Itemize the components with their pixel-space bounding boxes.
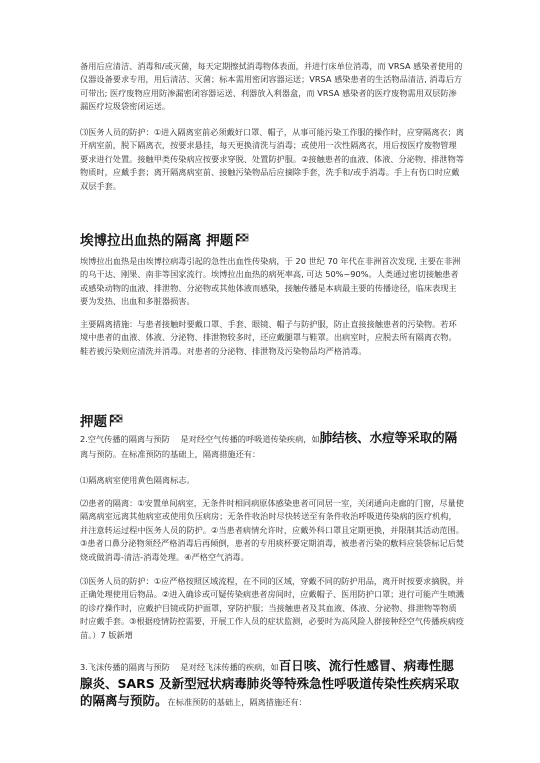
paragraph-text <box>80 430 464 462</box>
paragraph-text: 主要隔离措施：与患者接触时要戴口罩、手套、眼镜、帽子与防护服，防止直接接触患者的污染物。若环境中患者的血液、体液、分泌物、排泄物较多时，还应戴腿罩与鞋罩。出病室时，应脱去所有隔离衣物。鞋若被污染则应清洗并消毒。对患者的分泌物、排泄物及污染物品均严格消毒。 <box>80 319 457 356</box>
paragraph-staff-protection <box>80 126 464 193</box>
heading-text: 埃博拉出血热的隔离 押题 <box>80 233 234 249</box>
paragraph-text: ⑵患者的隔离：①安置单间病室，无条件时相同病原体感染患者可同居一室，关闭通向走廊的门窗，尽量使隔离病室远离其他病室或使用负压病房；无条件收治时尽快转送至有条件收治呼吸道传染病的医疗机构，并注意转运过程中医务人员的防护。②当患者病情允许时，应戴外科口罩且定期更换，并限制其活动范围。③患者口鼻分泌物须经严格消毒后再倾倒，患者的专用痰杯要定期消毒，被患者污染的敷料应装袋标记后焚烧或做消毒-清洁-消毒处理。④严格空气消毒。 <box>80 498 464 562</box>
paragraph-text: ⑶医务人员的防护：①进入隔离室前必须戴好口罩、帽子，从事可能污染工作服的操作时，应穿隔离衣；离开病室前，脱下隔离衣，按要求悬挂，每天更换清洗与消毒；或使用一次性隔离衣，用后按医疗废物管理要求进行处置。接触甲类传染病应按要求穿脱、处置防护服。②接触患者的血液、体液、分泌物、排泄物等物质时，应戴手套；离开隔离病室前、接触污染物品后应摘除手套，洗手和/或手消毒。手上有伤口时应戴双层手套。 <box>80 127 464 191</box>
paragraph-vrsa-items <box>80 60 464 114</box>
paragraph-airborne-patient <box>80 497 464 564</box>
checkered-flag-icon <box>109 414 123 427</box>
text-run: 在标准预防的基础上，隔离措施还有： <box>167 697 307 707</box>
paragraph-ebola-measures <box>80 318 464 358</box>
section-heading-ebola <box>80 229 249 249</box>
paragraph-text: 备用后应清洁、消毒和/或灭菌，每天定期擦拭消毒物体表面，并进行床单位消毒，而 VRSA 感染者使用的仪器设备要求专用，用后清洁、灭菌；标本需用密闭容器运送；VRSA 感染患者的生活物品清洁, 消毒后方可带出; 医疗废物应用防渗漏密闭容器运送、利器放入利器盒，而 VRSA 感染者的医疗废物需用双层防渗漏医疗垃圾袋密闭运送。 <box>80 61 463 112</box>
paragraph-airborne-intro <box>80 430 464 462</box>
paragraph-text <box>80 658 464 711</box>
section-heading-exam-tip <box>80 410 123 430</box>
paragraph-text: 埃博拉出血热是由埃博拉病毒引起的急性出血性传染病，于 20 世纪 70 年代在非洲首次发现, 主要在非洲的乌干达、刚果、南非等国家流行。埃博拉出血热的病死率高, 可达 50%~90%。人类通过密切接触患者或感染动物的血液、排泄物、分泌物或其他体液而感染，接触传播是本病最主要的传播途径，临床表现主要为发热、出血和多脏器损害。 <box>80 256 461 307</box>
paragraph-text: ⑴隔离病室使用黄色隔离标志。 <box>80 475 195 485</box>
heading-text: 押题 <box>80 414 107 430</box>
text-run: 2.空气传播的隔离与预防 是对经空气传播的呼吸道传染疾病，如 <box>80 434 320 444</box>
text-run: 3.飞沫传播的隔离与预防 是对经飞沫传播的疾病，如 <box>80 662 279 672</box>
paragraph-droplet-intro <box>80 658 464 711</box>
text-run: 离与预防。在标准预防的基础上，隔离措施还有： <box>80 449 261 459</box>
emphasis-text: 百日咳、流行性感冒、病毒性腮腺炎、SARS 及新型冠状病毒肺炎等特殊急性呼吸道传染性疾病采取的隔离与预防。 <box>80 658 460 708</box>
paragraph-ebola-intro <box>80 255 464 309</box>
paragraph-text: ⑶医务人员的防护：①应严格按照区域流程，在不同的区域，穿戴不同的防护用品，离开时按要求摘脱，并正确处理使用后物品。②进入确诊或可疑传染病患者房间时，应戴帽子、医用防护口罩；进行可能产生喷溅的诊疗操作时，应戴护目镜或防护面罩，穿防护服；当接触患者及其血液、体液、分泌物、排泄物等物质时应戴手套。③根据疫情防控需要，开展工作人员的症状监测，必要时为高风险人群接种经空气传播疾病疫苗。）7 版新增 <box>80 576 464 640</box>
paragraph-airborne-sign <box>80 474 464 487</box>
checkered-flag-icon <box>235 233 249 246</box>
paragraph-airborne-staff <box>80 575 464 642</box>
emphasis-text: 肺结核、水痘等采取的隔 <box>319 430 458 445</box>
